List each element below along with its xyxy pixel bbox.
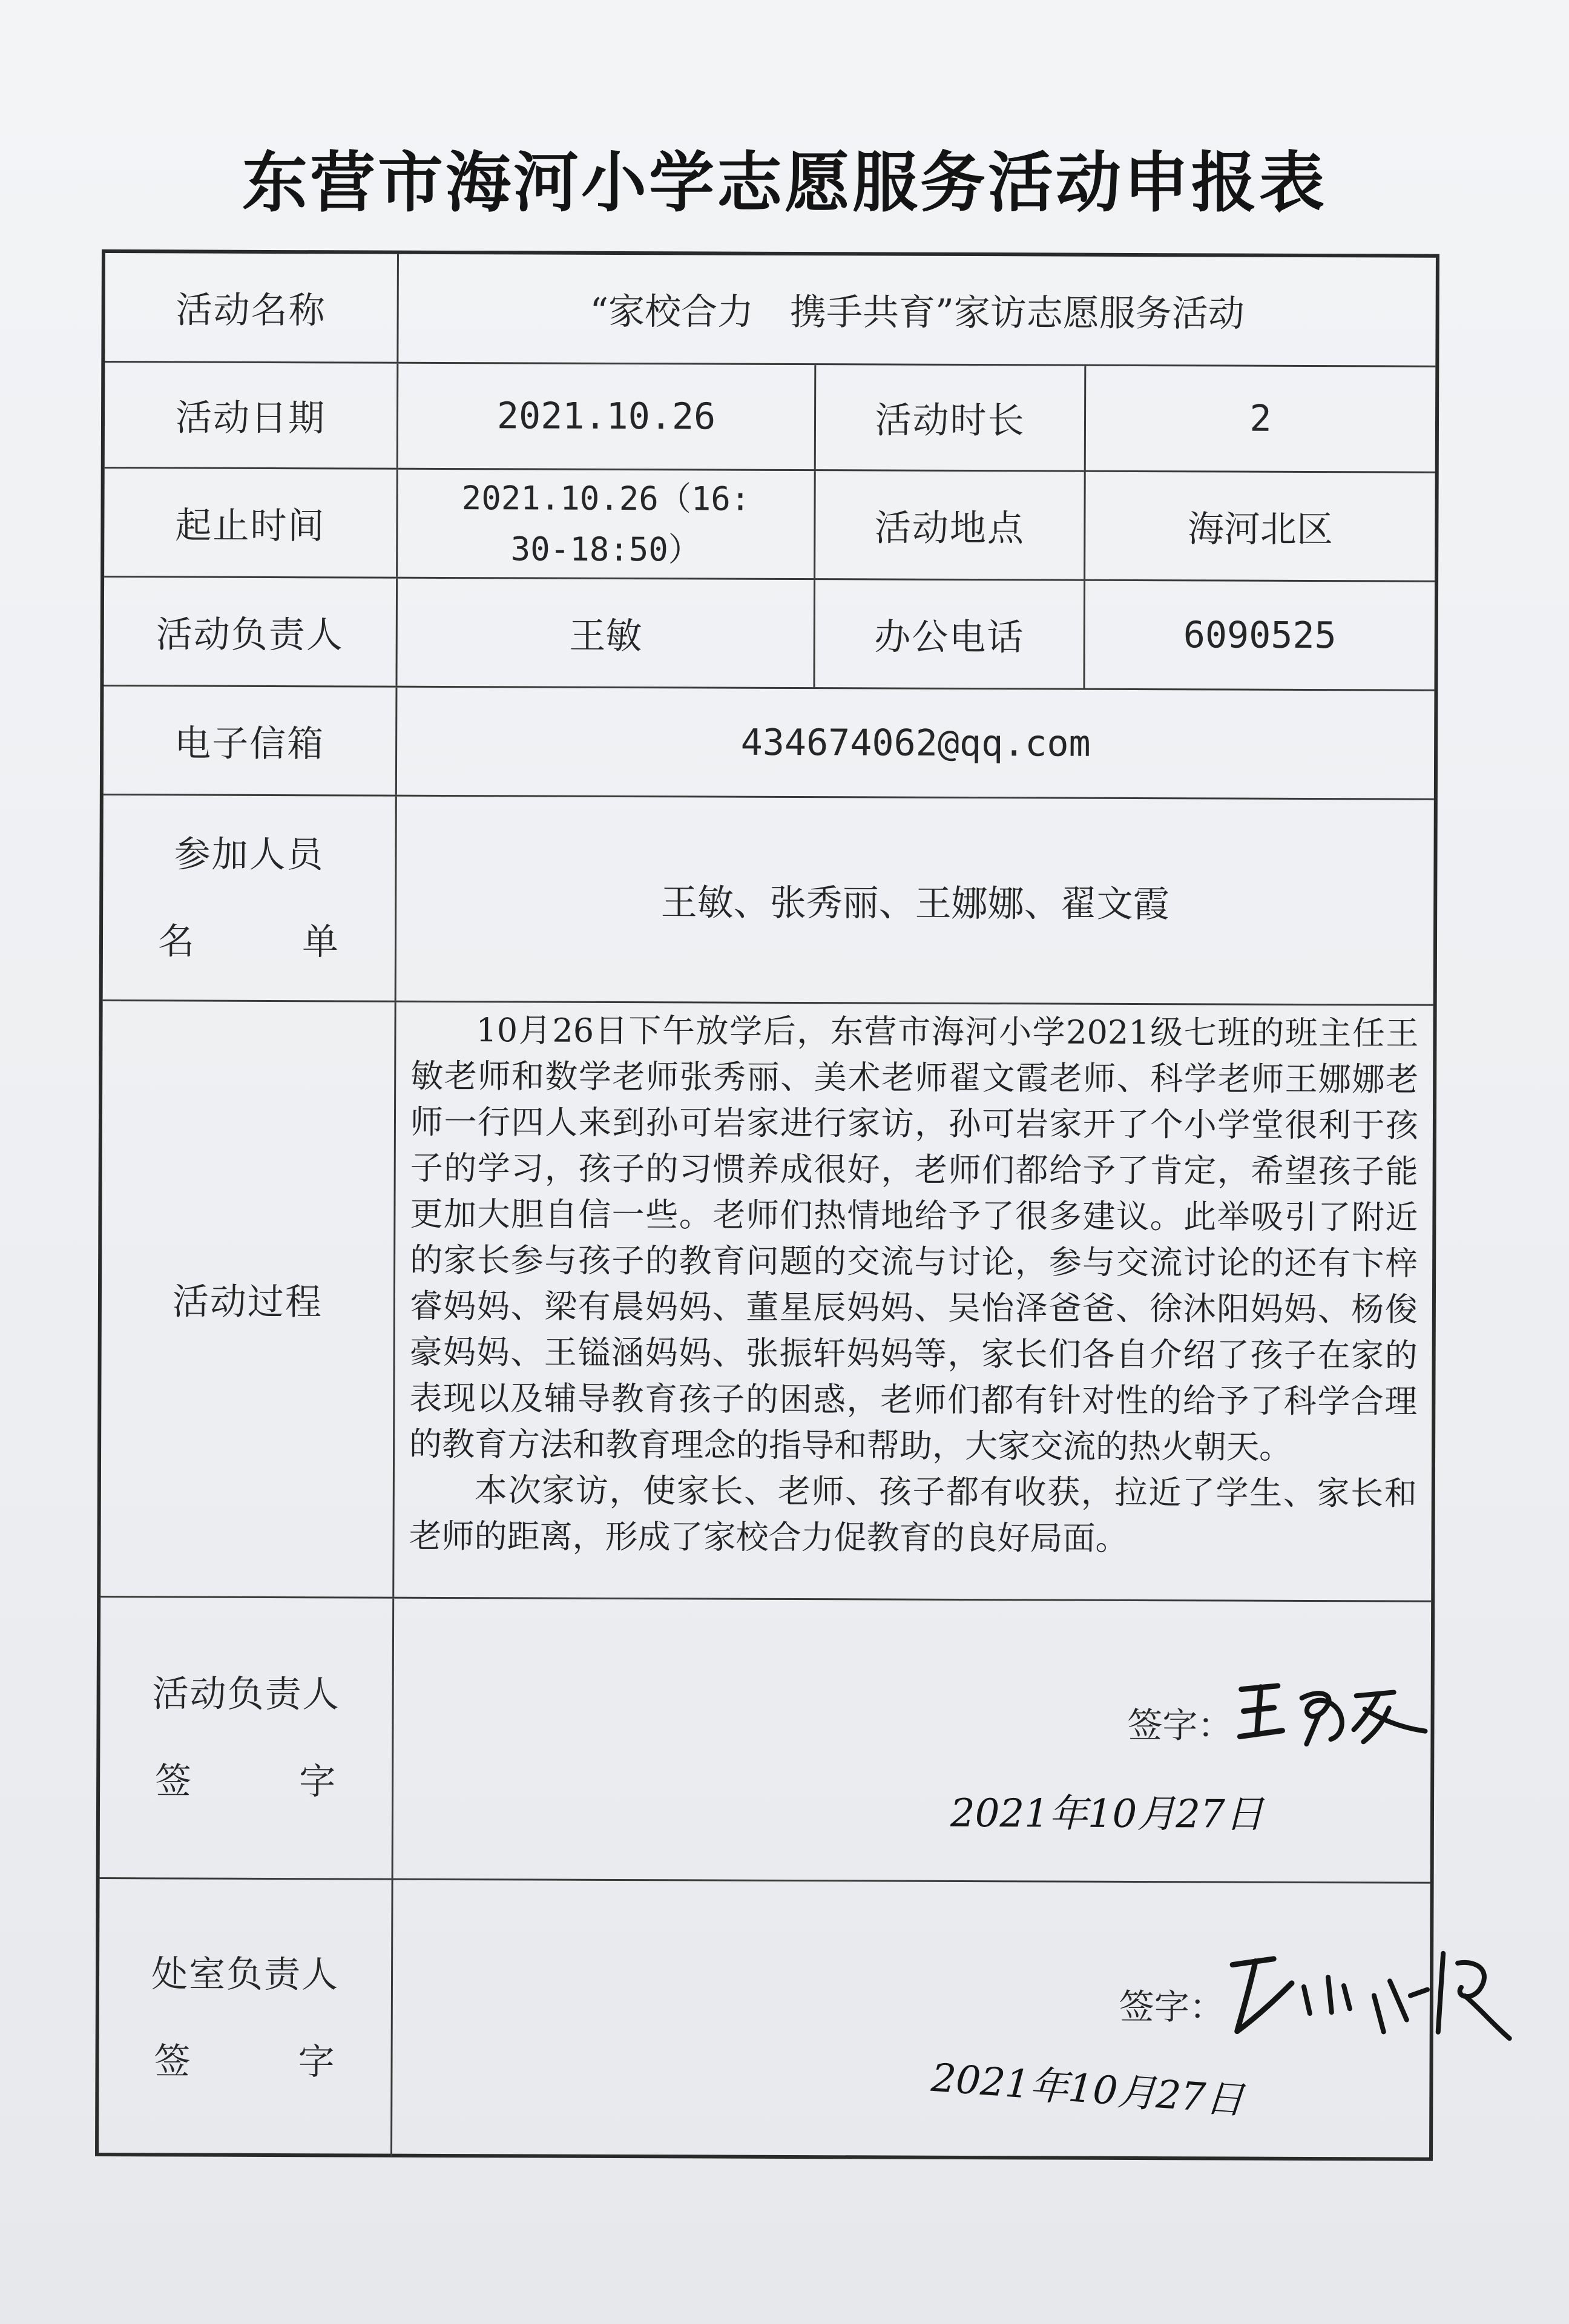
row-time-range: [104, 467, 1435, 581]
office-sign-label-line-2: [154, 2018, 336, 2105]
activity-date-value: 2021.10.26: [396, 364, 815, 469]
email-label: 电子信箱: [174, 722, 325, 765]
row-activity-name: [105, 253, 1436, 366]
leader-sign-prefix: 签字：: [1127, 1704, 1233, 1746]
office-sign-prefix: 签字：: [1119, 1986, 1225, 2028]
office-sign-label-char-b: 字: [298, 2041, 336, 2084]
office-sign-label-char-a: 签: [154, 2040, 192, 2083]
participants-label: [103, 795, 395, 1001]
time-range-line-2: 30-18:50）: [510, 529, 701, 568]
participants-label-char-b: 单: [301, 920, 340, 963]
row-leader: [104, 576, 1435, 690]
row-process: [100, 999, 1433, 1601]
location-label: 活动地点: [814, 471, 1084, 579]
office-sign-label-line-1: 处室负责人: [151, 1953, 340, 1996]
participants-label-char-a: 名: [157, 920, 196, 963]
phone-label: 办公电话: [813, 580, 1084, 688]
office-signature-mark: [1225, 1940, 1516, 2044]
row-activity-date: [105, 361, 1436, 472]
leader-sign-label-char-b: 字: [299, 1760, 337, 1803]
document-title: 东营市海河小学志愿服务活动申报表: [242, 145, 1327, 221]
leader-signature-mark: [1235, 1671, 1435, 1751]
leader-sign-label-char-a: 签: [155, 1760, 193, 1803]
application-form-table: [95, 249, 1439, 2161]
location-value: 海河北区: [1084, 472, 1435, 581]
leader-sign-label-line-2: [155, 1737, 337, 1825]
duration-label: 活动时长: [814, 365, 1085, 470]
office-sign-area: [390, 1880, 1430, 2161]
participants-value: 王敏、张秀丽、王娜娜、翟文霞: [395, 797, 1434, 1004]
leader-sign-label: [100, 1598, 393, 1878]
leader-sign-area: [392, 1599, 1432, 1882]
row-leader-signature: [100, 1596, 1432, 1882]
email-value: 434674062@qq.com: [395, 688, 1435, 798]
duration-value: 2: [1084, 366, 1436, 472]
process-paragraph-1: 10月26日下午放学后，东营市海河小学2021级七班的班主任王敏老师和数学老师张秀丽、美术老师翟文霞老师、科学老师王娜娜老师一行四人来到孙可岩家进行家访，孙可岩家开了个小学堂很利于孩子的学习，孩子的习惯养成很好，老师们都给予了肯定，希望孩子能更加大胆自信一些。老师们热情地给予了很多建议。此举吸引了附近的家长参与孩子的教育问题的交流与讨论，参与交流讨论的还有卞梓睿妈妈、梁有晨妈妈、董星辰妈妈、吴怡泽爸爸、徐沐阳妈妈、杨俊豪妈妈、王镒涵妈妈、张振轩妈妈等，家长们各自介绍了孩子在家的表现以及辅导教育孩子的困惑，老师们都有针对性的给予了科学合理的教育方法和教育理念的指导和帮助，大家交流的热火朝天。: [409, 1011, 1419, 1466]
process-paragraph-2: 本次家访，使家长、老师、孩子都有收获，拉近了学生、家长和老师的距离，形成了家校合力促教育的良好局面。: [409, 1471, 1417, 1558]
row-email: [104, 685, 1435, 798]
participants-label-line-2: [158, 898, 340, 986]
participants-label-line-1: 参加人员: [174, 832, 324, 876]
process-label: 活动过程: [172, 1280, 323, 1324]
leader-label: 活动负责人: [156, 613, 344, 656]
activity-name-value: “家校合力 携手共育”家访志愿服务活动: [396, 254, 1436, 366]
phone-value: 6090525: [1083, 581, 1435, 690]
leader-sign-label-line-1: 活动负责人: [152, 1673, 340, 1716]
time-range-value: [396, 470, 814, 578]
time-range-label: 起止时间: [175, 504, 326, 547]
process-content: [392, 1002, 1433, 1601]
leader-sign-date: 2021年10月27日: [950, 1791, 1264, 1837]
row-participants: [103, 794, 1434, 1004]
office-sign-date: 2021年10月27日: [929, 2055, 1246, 2124]
office-sign-label: [99, 1879, 392, 2158]
activity-date-label: 活动日期: [175, 397, 326, 440]
process-text: [409, 1007, 1418, 1563]
activity-name-label: 活动名称: [176, 289, 326, 332]
time-range-line-1: 2021.10.26（16:: [461, 478, 751, 518]
row-office-signature: [99, 1877, 1430, 2161]
leader-value: 王敏: [395, 579, 814, 687]
